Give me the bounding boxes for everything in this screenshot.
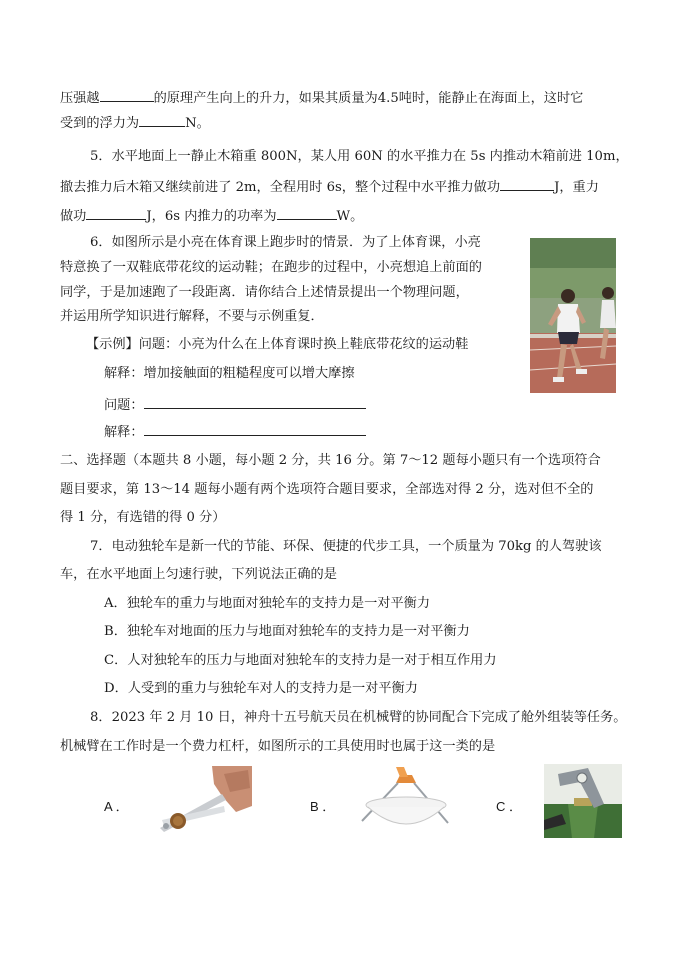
q4-blank-1[interactable]	[100, 88, 154, 102]
q7-option-d[interactable]: D．人受到的重力与独轮车对人的支持力是一对平衡力	[104, 681, 418, 696]
q6-line-2: 特意换了一双鞋底带花纹的运动鞋；在跑步的过程中，小亮想追上前面的	[60, 260, 482, 275]
q6-example: 【示例】问题：小亮为什么在上体育课时换上鞋底带花纹的运动鞋	[86, 337, 469, 352]
running-student-image	[530, 238, 616, 393]
q4-text-a: 压强越	[60, 91, 100, 106]
q4-text-b: 的原理产生向上的升力，如果其质量为4.5吨时，能静止在海面上，这时它	[153, 91, 584, 106]
q6-line-1: 6．如图所示是小亮在体育课上跑步时的情景．为了上体育课，小亮	[90, 235, 481, 250]
q6-explain: 解释：增加接触面的粗糙程度可以增大摩擦	[104, 366, 355, 381]
q8-option-a-label[interactable]: A ．	[104, 799, 129, 814]
q6-question-row	[104, 395, 366, 415]
q6-question-blank[interactable]	[144, 395, 366, 409]
q6-line-4: 并运用所学知识进行解释，不要与示例重复．	[60, 309, 324, 324]
q8-line-1: 8．2023 年 2 月 10 日，神舟十五号航天员在机械臂的协同配合下完成了舱外组装等任务。	[90, 710, 627, 725]
q8-option-b-label[interactable]: B ．	[310, 799, 336, 814]
bowl-clip-icon	[356, 763, 456, 835]
q5-text-a: 撤去推力后木箱又继续前进了 2m，全程用时 6s，整个过程中水平推力做功	[60, 180, 501, 195]
q4-line-1	[60, 88, 583, 108]
q5-line-1: 5．水平地面上一静止木箱重 800N，某人用 60N 的水平推力在 5s 内推动木箱前进 10m，	[90, 149, 629, 164]
q8-option-c-label[interactable]: C ．	[496, 799, 523, 814]
q5-blank-2[interactable]	[86, 206, 146, 220]
section2-line-3: 得 1 分，有选错的得 0 分）	[60, 510, 226, 525]
q5-text-c: 做功	[60, 209, 87, 224]
q6-answer-row	[104, 422, 366, 442]
q5-line-2	[60, 177, 599, 197]
q5-line-3	[60, 206, 363, 226]
q7-option-a[interactable]: A．独轮车的重力与地面对独轮车的支持力是一对平衡力	[104, 596, 431, 611]
section2-line-2: 题目要求，第 13～14 题每小题有两个选项符合题目要求，全部选对得 2 分，选对但不全的	[60, 482, 594, 497]
q7-line-2: 车，在水平地面上匀速行驶，下列说法正确的是	[60, 567, 337, 582]
q7-option-b[interactable]: B．独轮车对地面的压力与地面对独轮车的支持力是一对平衡力	[104, 624, 470, 639]
bottle-opener-icon	[544, 764, 622, 838]
nutcracker-icon	[152, 766, 252, 836]
running-student-photo	[530, 238, 616, 393]
q6-question-label: 问题：	[104, 398, 144, 413]
q6-answer-blank[interactable]	[144, 422, 366, 436]
q8-line-2: 机械臂在工作时是一个费力杠杆，如图所示的工具使用时也属于这一类的是	[60, 739, 496, 754]
bowl-clip-image[interactable]	[356, 763, 456, 835]
q5-blank-1[interactable]	[500, 177, 554, 191]
q6-line-3: 同学，于是加速跑了一段距离．请你结合上述情景提出一个物理问题，	[60, 285, 469, 300]
q5-text-e: W。	[336, 209, 364, 224]
section2-line-1: 二、选择题（本题共 8 小题，每小题 2 分，共 16 分。第 7～12 题每小题只有一个选项符合	[60, 453, 601, 468]
nutcracker-image[interactable]	[152, 766, 252, 836]
bottle-opener-image[interactable]	[544, 764, 622, 838]
q4-text-c: 受到的浮力为	[60, 116, 140, 131]
q6-answer-label: 解释：	[104, 425, 144, 440]
q4-blank-2[interactable]	[139, 113, 185, 127]
q5-blank-3[interactable]	[277, 206, 337, 220]
q4-line-2	[60, 113, 210, 133]
q5-text-d: J，6s 内推力的功率为	[146, 209, 277, 224]
q5-text-b: J，重力	[554, 180, 599, 195]
q7-option-c[interactable]: C．人对独轮车的压力与地面对独轮车的支持力是一对于相互作用力	[104, 653, 497, 668]
q4-text-d: N。	[185, 116, 210, 131]
q7-line-1: 7．电动独轮车是新一代的节能、环保、便捷的代步工具，一个质量为 70kg 的人驾驶该	[90, 539, 602, 554]
